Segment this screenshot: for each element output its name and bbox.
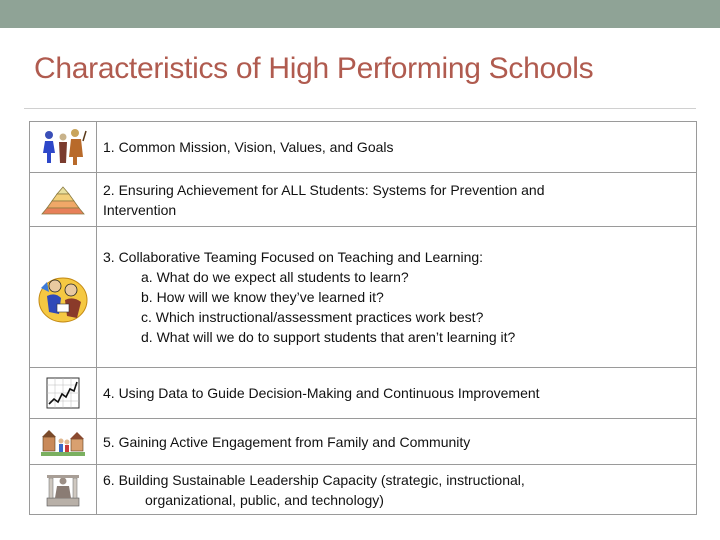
top-banner <box>0 0 720 28</box>
table-row <box>30 419 697 465</box>
row-3-line-5: d. What will we do to support students that aren’t learning it? <box>141 329 516 345</box>
table-row <box>30 122 697 173</box>
row-6-line-2: organizational, public, and technology) <box>145 491 384 508</box>
table-row <box>30 173 697 227</box>
row-4-line-1: 4. Using Data to Guide Decision-Making and Continuous Improvement <box>103 385 540 401</box>
row-icon-cell <box>30 173 97 227</box>
title-divider <box>24 108 696 109</box>
row-icon-cell <box>30 122 97 173</box>
characteristics-table <box>29 121 697 515</box>
row-icon-cell <box>30 227 97 368</box>
row-1-line-1: 1. Common Mission, Vision, Values, and Goals <box>103 139 394 155</box>
row-text-cell <box>97 465 697 515</box>
table-row <box>30 465 697 515</box>
row-3-line-2: a. What do we expect all students to learn? <box>141 269 409 285</box>
monument-statue-icon <box>43 472 83 508</box>
row-2-line-1: 2. Ensuring Achievement for ALL Students: Systems for Prevention and <box>103 181 545 198</box>
row-icon-cell <box>30 368 97 419</box>
table-row <box>30 227 697 368</box>
row-text-cell <box>97 368 697 419</box>
collaboration-clipart-icon <box>37 268 89 326</box>
row-text-cell <box>97 122 697 173</box>
row-3-line-3: b. How will we know they’ve learned it? <box>141 289 384 305</box>
row-6-line-1: 6. Building Sustainable Leadership Capacity (strategic, instructional, <box>103 471 525 488</box>
row-text-cell <box>97 173 697 227</box>
row-text-cell <box>97 419 697 465</box>
community-clipart-icon <box>41 427 85 457</box>
pyramid-icon <box>41 185 85 215</box>
row-icon-cell <box>30 465 97 515</box>
row-3-line-4: c. Which instructional/assessment practices work best? <box>141 309 484 325</box>
table-row <box>30 368 697 419</box>
row-5-line-1: 5. Gaining Active Engagement from Family and Community <box>103 433 471 450</box>
row-2-line-2: Intervention <box>103 201 177 218</box>
row-icon-cell <box>30 419 97 465</box>
slide-title: Characteristics of High Performing Schools <box>34 52 594 85</box>
row-3-line-1: 3. Collaborative Teaming Focused on Teaching and Learning: <box>103 249 484 265</box>
line-chart-icon <box>46 377 80 409</box>
row-text-cell <box>97 227 697 368</box>
children-figures-icon <box>39 127 87 167</box>
